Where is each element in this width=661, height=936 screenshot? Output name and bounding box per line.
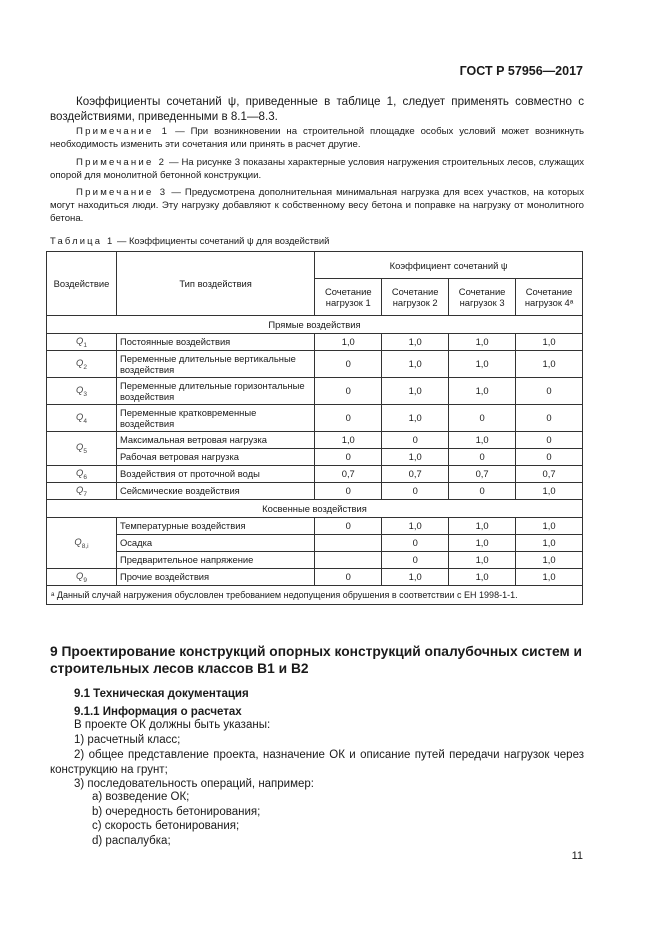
note-3: Примечание 3 — Предусмотрена дополнительная минимальная нагрузка для всех участков, на которых могут находиться люди. Эту нагрузку добавляют к собственному весу бетона и поправке на нагрузку от монолитного бетона.	[50, 187, 584, 224]
table-row: Предварительное напряжение 0 1,0 1,0	[47, 551, 583, 568]
table-row: $Q_3$ Переменные длительные горизонтальные воздействия 0 1,0 1,0 0	[47, 377, 583, 404]
sub-list-item: d) распалубка;	[92, 835, 171, 847]
requirements-intro: В проекте ОК должны быть указаны:	[74, 719, 271, 731]
section-9-1-1-heading: 9.1.1 Информация о расчетах	[74, 706, 242, 718]
header-combo-3: Сочетание нагрузок 3	[449, 279, 516, 316]
table-row: Осадка 0 1,0 1,0	[47, 534, 583, 551]
header-action: Воздействие	[47, 252, 117, 316]
table-row: $Q_1$ Постоянные воздействия 1,0 1,0 1,0 1,0	[47, 334, 583, 351]
coefficient-table	[46, 251, 583, 605]
header-combo-1: Сочетание нагрузок 1	[315, 279, 382, 316]
table-footnote: ᵃ Данный случай нагружения обусловлен требованием недопущения обрушения в соответствии с ЕН 1998-1-1.	[47, 585, 583, 604]
document-header: ГОСТ Р 57956—2017	[459, 64, 583, 78]
table-row: $Q_2$ Переменные длительные вертикальные воздействия 0 1,0 1,0 1,0	[47, 350, 583, 377]
page-number: 11	[571, 850, 583, 862]
note-1: Примечание 1 — При возникновении на строительной площадке особых условий может возникнуть необходимость изменить эти сочетания или принять в расчет другие.	[50, 126, 584, 150]
table-row: $Q_{8,i}$ Температурные воздействия 0 1,0 1,0 1,0	[47, 517, 583, 534]
table-caption: Таблица 1 — Коэффициенты сочетаний ψ для воздействий	[50, 235, 330, 246]
section-direct: Прямые воздействия	[47, 316, 583, 334]
list-item: 2) общее представление проекта, назначение ОК и описание путей передачи нагрузок через конструкцию на грунт;	[50, 749, 584, 776]
intro-paragraph: Коэффициенты сочетаний ψ, приведенные в таблице 1, следует применять совместно с воздействиями, приведенными в 8.1—8.3.	[50, 95, 584, 123]
section-9-heading: 9 Проектирование конструкций опорных конструкций опалубочных систем и строительных лесов классов В1 и В2	[50, 644, 583, 676]
header-type: Тип воздействия	[116, 252, 314, 316]
list-item: 1) расчетный класс;	[74, 734, 181, 746]
table-row: $Q_9$ Прочие воздействия 0 1,0 1,0 1,0	[47, 568, 583, 585]
sub-list-item: c) скорость бетонирования;	[92, 820, 240, 832]
header-combo-4: Сочетание нагрузок 4ᵃ	[516, 279, 583, 316]
table-row: $Q_6$ Воздействия от проточной воды 0,7 0,7 0,7 0,7	[47, 465, 583, 482]
table-row: $Q_4$ Переменные кратковременные воздействия 0 1,0 0 0	[47, 404, 583, 431]
section-9-1-heading: 9.1 Техническая документация	[74, 688, 249, 700]
note-2: Примечание 2 — На рисунке 3 показаны характерные условия нагружения строительных лесов, служащих опорой для монолитной бетонной конструкции.	[50, 157, 584, 181]
table-row: $Q_7$ Сейсмические воздействия 0 0 0 1,0	[47, 482, 583, 499]
sub-list-item: b) очередность бетонирования;	[92, 806, 261, 818]
header-combo-2: Сочетание нагрузок 2	[382, 279, 449, 316]
header-coef: Коэффициент сочетаний ψ	[315, 252, 583, 279]
table-row: $Q_5$ Максимальная ветровая нагрузка 1,0 0 1,0 0	[47, 431, 583, 448]
list-item: 3) последовательность операций, например:	[74, 778, 315, 790]
section-indirect: Косвенные воздействия	[47, 499, 583, 517]
table-row: Рабочая ветровая нагрузка 0 1,0 0 0	[47, 448, 583, 465]
sub-list-item: a) возведение ОК;	[92, 791, 190, 803]
